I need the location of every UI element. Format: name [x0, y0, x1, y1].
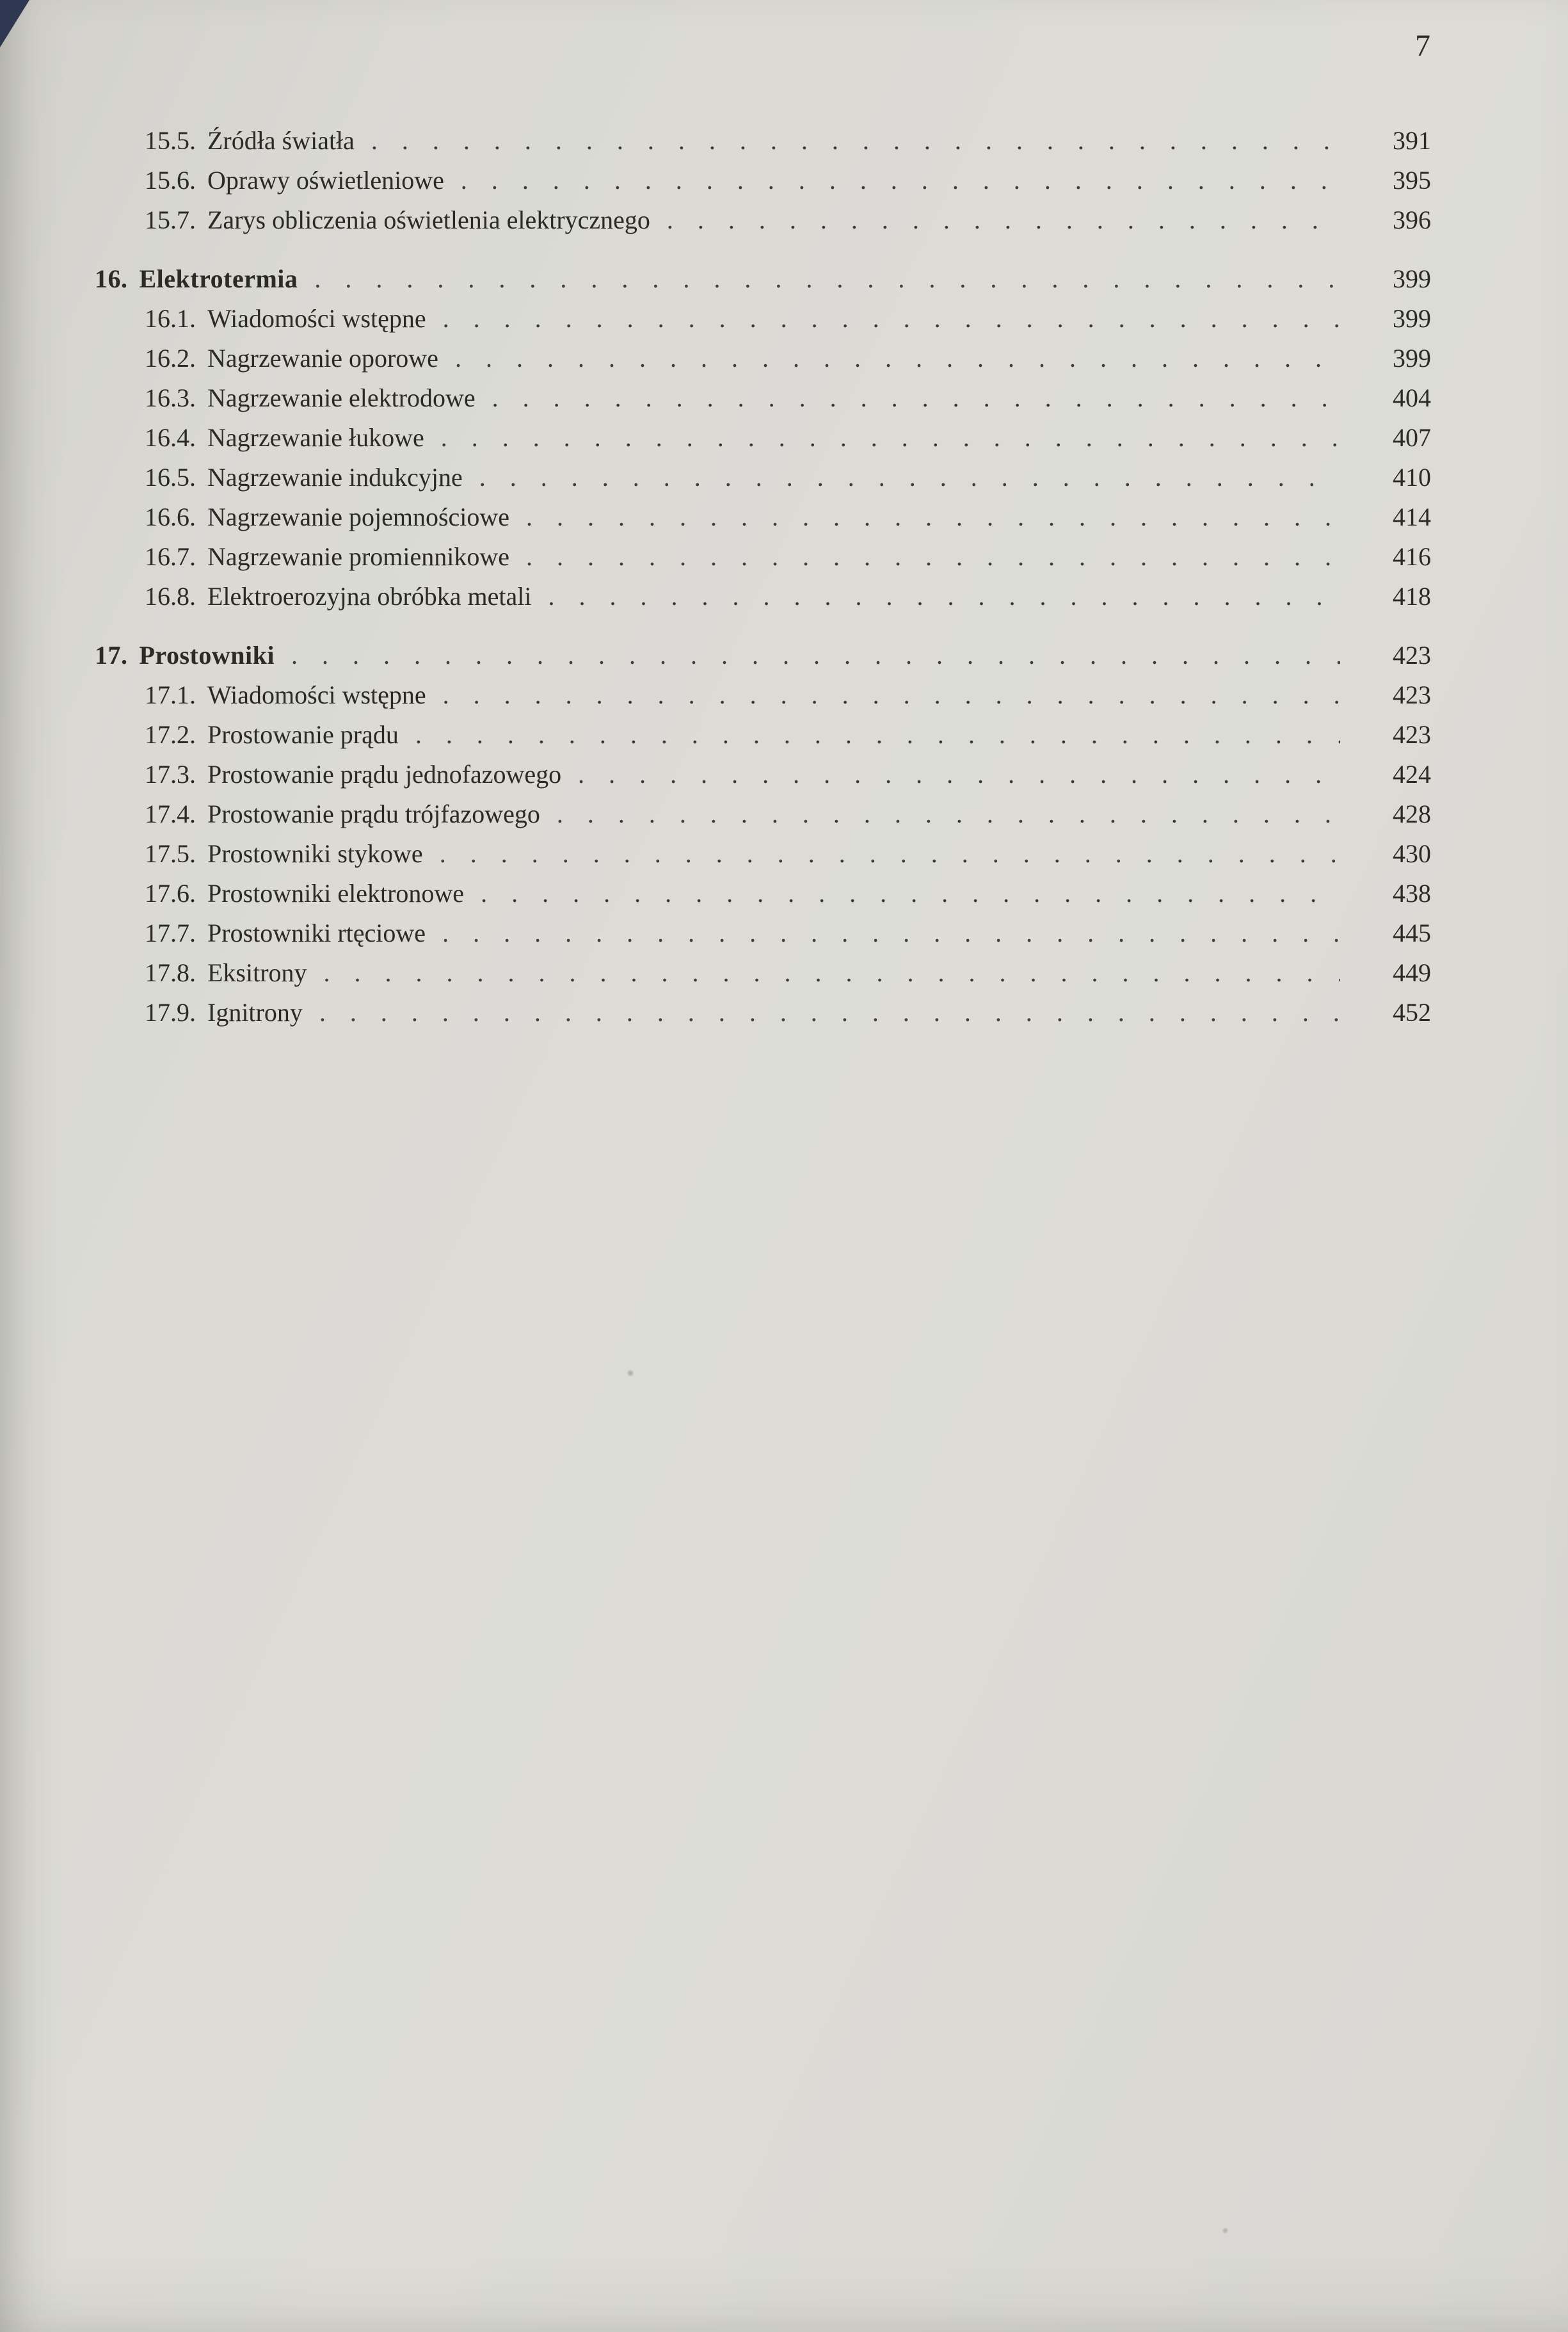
- toc-entry-page: 423: [1393, 720, 1431, 749]
- toc-entry-title: Nagrzewanie indukcyjne: [207, 463, 463, 492]
- toc-entry-title: Elektrotermia: [139, 264, 298, 293]
- toc-entry: [0, 303, 1431, 343]
- toc-entry-page: 399: [1393, 304, 1431, 333]
- toc-entry-title: Eksitrony: [207, 958, 307, 987]
- toc-entry-page: 410: [1393, 463, 1431, 492]
- dot-leader: [578, 759, 1340, 789]
- toc-entry: [0, 502, 1431, 542]
- toc-entry-page: 414: [1393, 503, 1431, 531]
- dot-leader: [492, 383, 1340, 413]
- toc-entry-page: 396: [1393, 205, 1431, 234]
- toc-entry-page: 423: [1393, 641, 1431, 670]
- toc-entry: [0, 165, 1431, 205]
- toc-entry-page: 395: [1393, 166, 1431, 195]
- toc-entry-title: Prostowniki: [139, 641, 275, 670]
- dot-leader: [526, 542, 1340, 572]
- toc-entry-title: Prostowanie prądu jednofazowego: [207, 760, 562, 789]
- toc-entry-number: 16.5.: [145, 463, 196, 492]
- toc-entry: [0, 542, 1431, 581]
- dot-leader: [455, 343, 1340, 373]
- dot-leader: [371, 125, 1340, 156]
- toc-entry-page: 430: [1393, 839, 1431, 868]
- toc-entry-title: Prostowanie prądu trójfazowego: [207, 800, 540, 828]
- toc-entry-page: 423: [1393, 680, 1431, 709]
- dot-leader: [443, 680, 1340, 710]
- toc-entry: [0, 997, 1431, 1037]
- toc-entry-title: Nagrzewanie oporowe: [207, 344, 438, 373]
- toc-entry-page: 424: [1393, 760, 1431, 789]
- toc-entry: [0, 720, 1431, 759]
- toc-entry-number: 15.7.: [145, 205, 196, 234]
- scan-corner-artifact: [0, 0, 29, 47]
- toc-entry-title: Prostowniki rtęciowe: [207, 919, 426, 947]
- scan-speck: [627, 1370, 634, 1376]
- toc-entry-number: 16.1.: [145, 304, 196, 333]
- toc-entry-number: 16.4.: [145, 423, 196, 452]
- toc-entry: [0, 383, 1431, 422]
- toc-entry-title: Nagrzewanie łukowe: [207, 423, 424, 452]
- toc-entry-page: 407: [1393, 423, 1431, 452]
- toc-entry-number: 17.5.: [145, 839, 196, 868]
- toc-entry-title: Zarys obliczenia oświetlenia elektrycznego: [207, 205, 650, 234]
- toc-entry-number: 16.: [95, 264, 128, 293]
- toc-entry-number: 17.1.: [145, 680, 196, 709]
- toc-entry: [0, 640, 1431, 680]
- toc-entry: [0, 878, 1431, 918]
- dot-leader: [415, 720, 1340, 750]
- toc-entry-number: 17.: [95, 641, 128, 670]
- toc-entry: [0, 422, 1431, 462]
- toc-entry-number: 17.4.: [145, 800, 196, 828]
- toc-entry-title: Prostowanie prądu: [207, 720, 399, 749]
- toc-entry-title: Wiadomości wstępne: [207, 304, 426, 333]
- toc-entry-title: Prostowniki elektronowe: [207, 879, 465, 908]
- toc-entry-title: Wiadomości wstępne: [207, 680, 426, 709]
- toc-entry-number: 15.6.: [145, 166, 196, 195]
- dot-leader: [481, 878, 1340, 908]
- toc-entry-number: 16.7.: [145, 542, 196, 571]
- toc-entry-number: 16.3.: [145, 383, 196, 412]
- toc-entry-number: 16.8.: [145, 582, 196, 611]
- toc-entry: [0, 581, 1431, 621]
- toc-entry: [0, 799, 1431, 839]
- page-number: 7: [1415, 29, 1431, 63]
- toc-entry: [0, 958, 1431, 997]
- toc-entry-page: 399: [1393, 264, 1431, 293]
- dot-leader: [526, 502, 1340, 532]
- toc-entry-number: 17.8.: [145, 958, 196, 987]
- toc-entry-page: 438: [1393, 879, 1431, 908]
- toc-entry-number: 17.7.: [145, 919, 196, 947]
- toc-entry-title: Oprawy oświetleniowe: [207, 166, 444, 195]
- toc-entry-page: 452: [1393, 998, 1431, 1027]
- toc-entry-title: Nagrzewanie elektrodowe: [207, 383, 476, 412]
- toc-entry-page: 449: [1393, 958, 1431, 987]
- toc-entry-page: 445: [1393, 919, 1431, 947]
- dot-leader: [443, 303, 1340, 334]
- table-of-contents: [0, 125, 1431, 1037]
- toc-entry-number: 17.9.: [145, 998, 196, 1027]
- toc-entry-page: 416: [1393, 542, 1431, 571]
- dot-leader: [440, 839, 1340, 869]
- dot-leader: [324, 958, 1340, 988]
- toc-entry-page: 391: [1393, 126, 1431, 155]
- toc-entry-number: 17.3.: [145, 760, 196, 789]
- dot-leader: [557, 799, 1340, 829]
- toc-entry-number: 17.6.: [145, 879, 196, 908]
- toc-entry: [0, 918, 1431, 958]
- dot-leader: [479, 462, 1340, 492]
- toc-entry: [0, 125, 1431, 165]
- toc-entry-page: 399: [1393, 344, 1431, 373]
- toc-entry: [0, 462, 1431, 502]
- toc-entry-page: 418: [1393, 582, 1431, 611]
- toc-entry-title: Źródła światła: [207, 126, 355, 155]
- toc-entry: [0, 680, 1431, 720]
- toc-entry: [0, 343, 1431, 383]
- toc-entry-number: 16.2.: [145, 344, 196, 373]
- dot-leader: [291, 640, 1340, 670]
- dot-leader: [441, 422, 1340, 453]
- scan-speck: [1222, 2228, 1228, 2233]
- toc-entry-number: 17.2.: [145, 720, 196, 749]
- dot-leader: [319, 997, 1340, 1027]
- toc-entry-number: 16.6.: [145, 503, 196, 531]
- toc-entry-number: 15.5.: [145, 126, 196, 155]
- dot-leader: [442, 918, 1340, 948]
- toc-entry-title: Nagrzewanie pojemnościowe: [207, 503, 510, 531]
- toc-entry-page: 404: [1393, 383, 1431, 412]
- toc-entry: [0, 205, 1431, 245]
- toc-entry: [0, 264, 1431, 303]
- toc-entry-page: 428: [1393, 800, 1431, 828]
- toc-entry: [0, 759, 1431, 799]
- toc-entry-title: Prostowniki stykowe: [207, 839, 423, 868]
- toc-entry: [0, 839, 1431, 878]
- dot-leader: [667, 205, 1340, 235]
- dot-leader: [548, 581, 1340, 611]
- toc-entry-title: Elektroerozyjna obróbka metali: [207, 582, 532, 611]
- dot-leader: [314, 264, 1340, 294]
- toc-entry-title: Nagrzewanie promiennikowe: [207, 542, 510, 571]
- toc-entry-title: Ignitrony: [207, 998, 303, 1027]
- dot-leader: [461, 165, 1340, 195]
